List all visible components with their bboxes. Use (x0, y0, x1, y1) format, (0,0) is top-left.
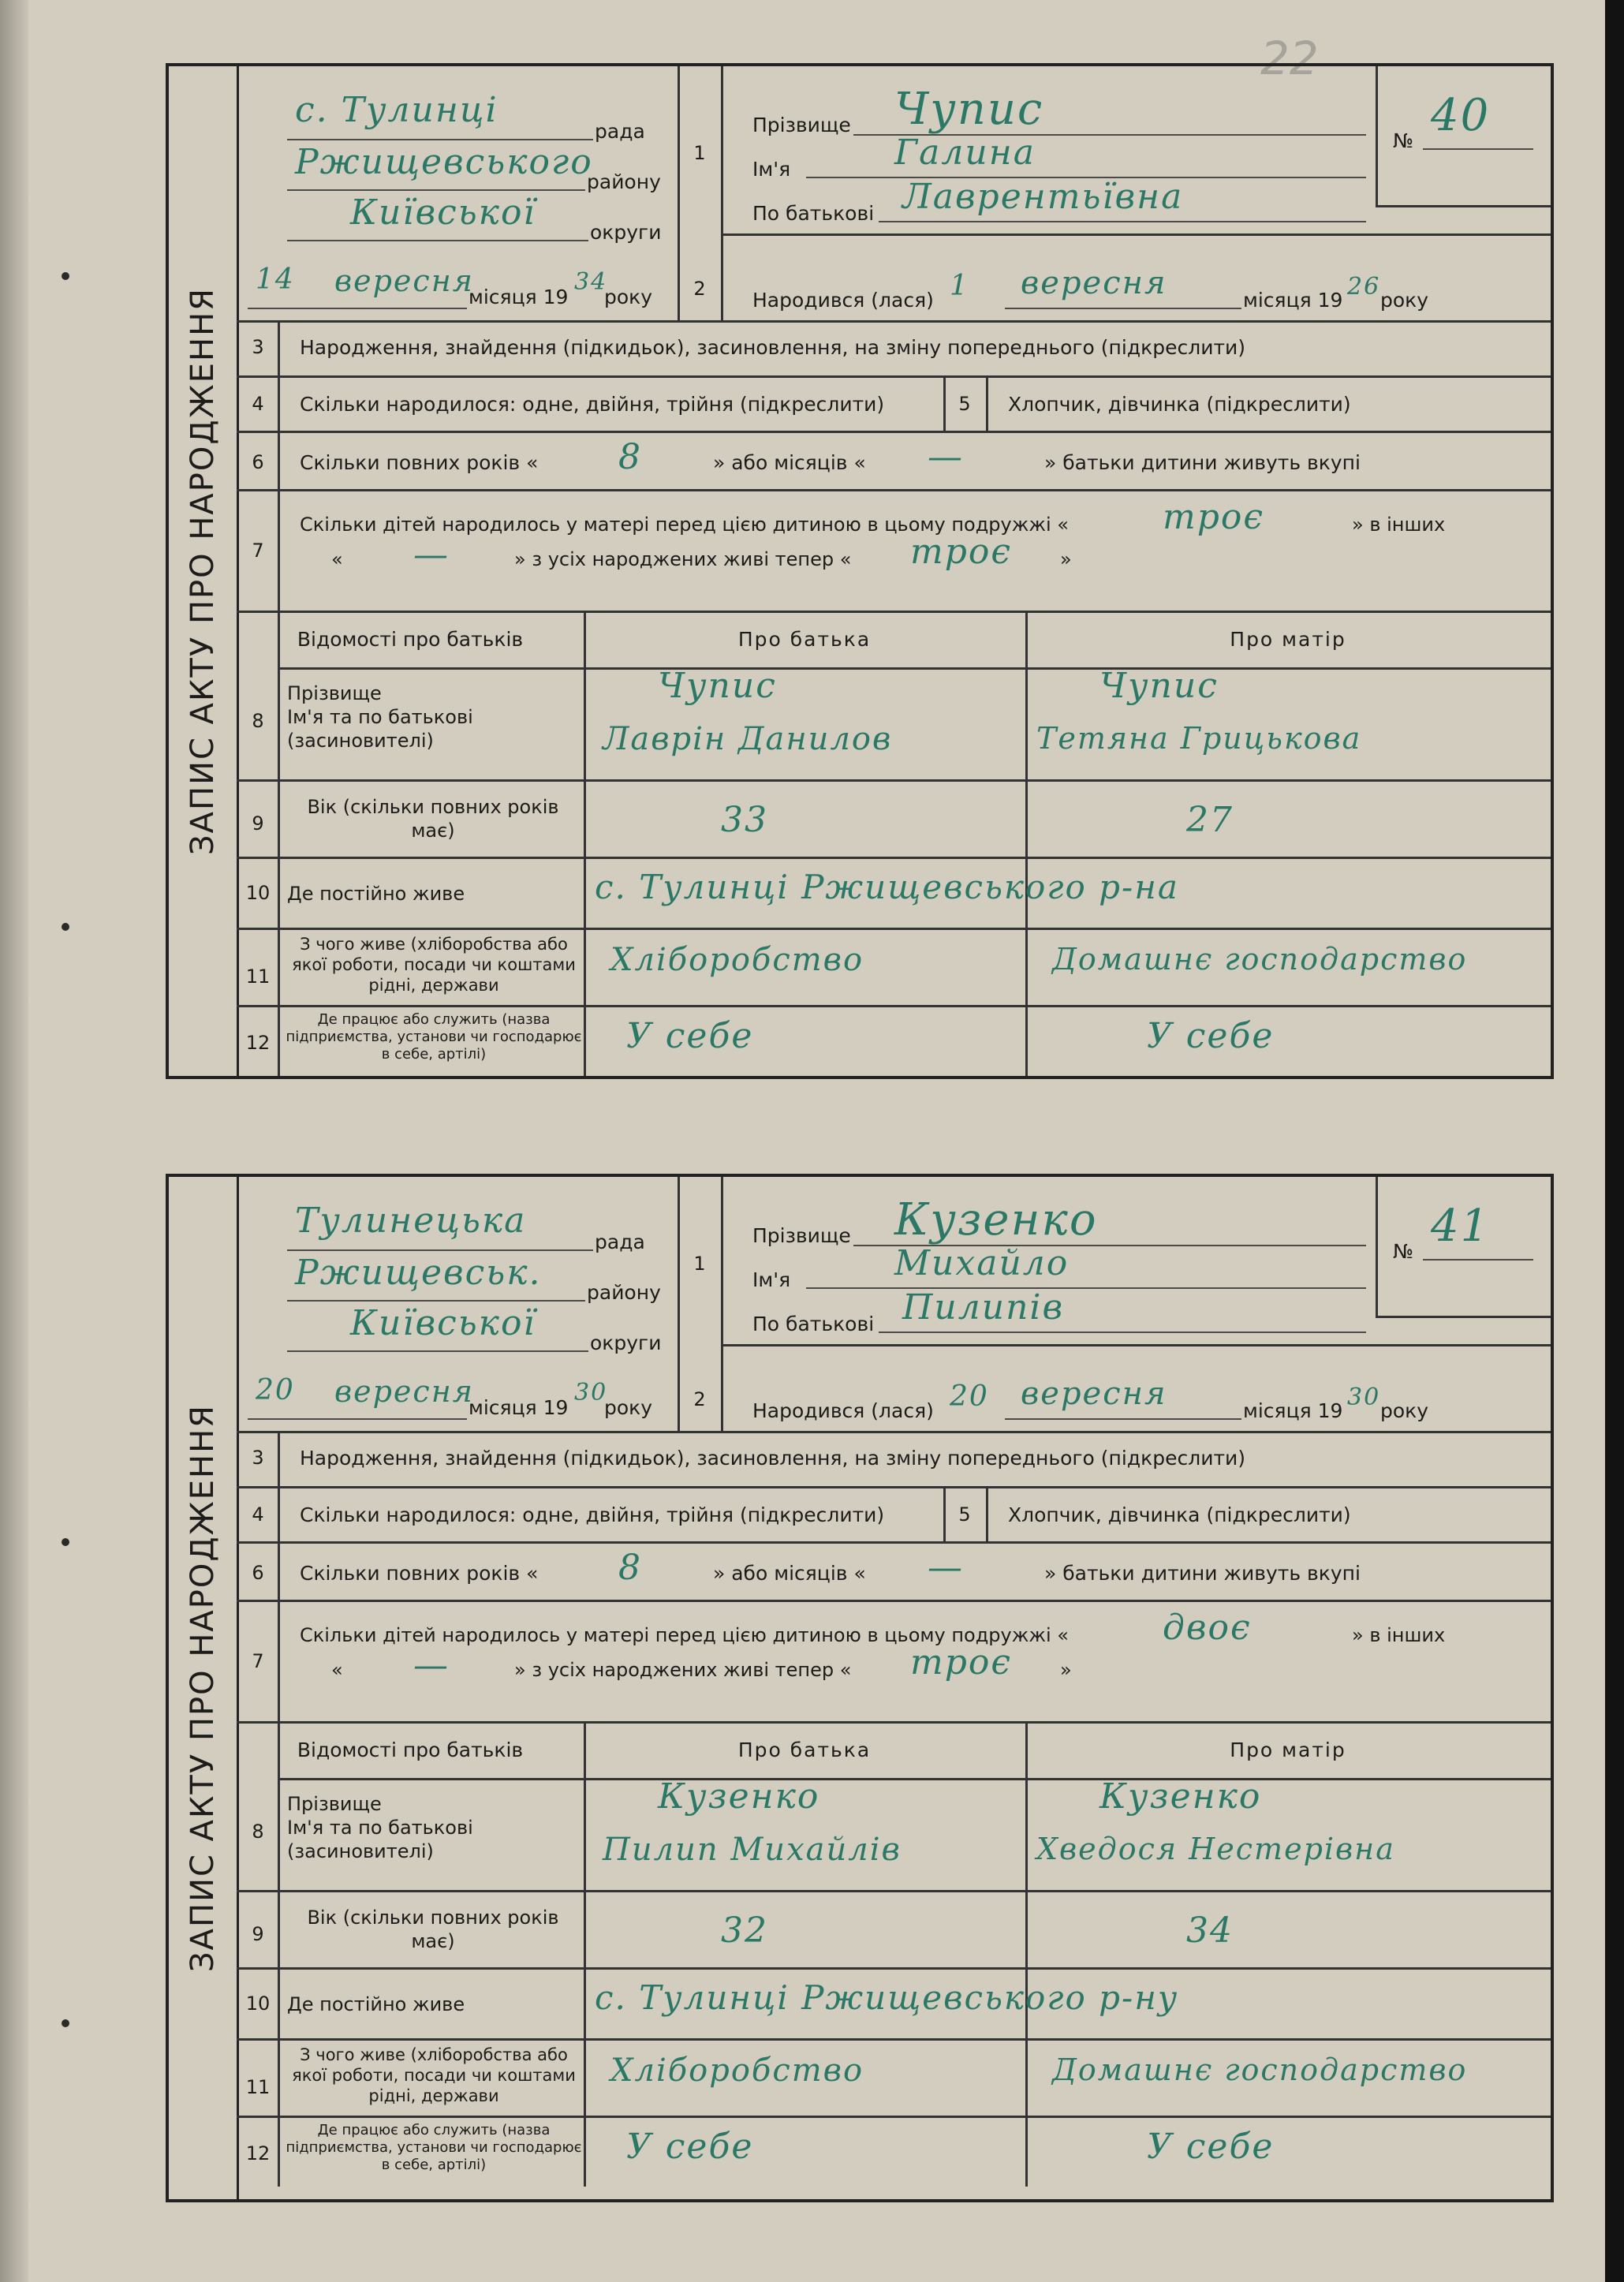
mother-surname: Кузенко (1099, 1776, 1262, 1817)
page-binding (0, 0, 28, 2282)
row6-mid: » або місяців « (713, 451, 866, 474)
registration-year: 34 (574, 268, 608, 296)
registration-month-label: місяця 19 (469, 1396, 569, 1419)
row7-in-marriage: двоє (1163, 1608, 1252, 1648)
surname-value: Кузенко (894, 1194, 1098, 1246)
residence-value: с. Тулинці Ржищевського р-на (595, 868, 1179, 906)
row7-alive: троє (910, 532, 1013, 572)
row7-other: — (413, 1645, 450, 1686)
born-label: Народився (лася) (752, 289, 934, 312)
row7-line1: Скільки дітей народилось у матері перед цією дитиною в цьому подружжі « (300, 1624, 1069, 1646)
registration-day: 20 (256, 1374, 295, 1406)
born-month: вересня (1021, 265, 1167, 301)
row6-prefix: Скільки повних років « (300, 1562, 539, 1585)
born-month-label: місяця 19 (1243, 1399, 1343, 1422)
row7-line2-start: « (331, 548, 343, 570)
row7-line1-end: » в інших (1352, 514, 1446, 536)
registration-month: вересня (334, 1374, 474, 1409)
page-number: 22 (1260, 32, 1319, 85)
name-label: Ім'я (752, 1268, 791, 1291)
mother-name: Тетяна Грицькова (1036, 721, 1362, 756)
district-label: району (587, 1281, 661, 1304)
registration-year-label: року (604, 1396, 653, 1419)
surname-label: Прізвище (752, 1224, 851, 1247)
father-name: Пилип Михайлів (603, 1832, 902, 1868)
binding-hole (62, 272, 69, 280)
patronymic-label: По батькові (752, 202, 875, 225)
mother-occupation: Домашнє господарство (1052, 2052, 1468, 2087)
row6-years: 8 (618, 437, 642, 477)
row6-suffix: » батьки дитини живуть вкупі (1044, 451, 1361, 474)
born-label: Народився (лася) (752, 1399, 934, 1422)
mother-age: 27 (1186, 800, 1234, 840)
born-year: 26 (1347, 273, 1381, 301)
row12-label: Де працює або служить (назва підприємства, установи чи господарює в себе, артілі) (286, 1011, 582, 1063)
born-year-label: року (1380, 1399, 1429, 1422)
birth-record-1: ЗАПИС АКТУ ПРО НАРОДЖЕННЯ рада с. Тулинці району Ржищевського округи Київської 14 вересня місяця 19 34 року 1 2 Прізвище Чупис Ім'я Галина По батькові Лаврентьївна № 40 Народився (лася) 1 вересня місяця 19 26 року 3 Народження, знайдення (підкидьок), засиновлення, на зміну попереднього (підкреслити) 4 Скільки народилося: одне, двійня, трійня (підкреслити) 5 Хлопчик, дівчинка (підкреслити) 6 Скільки повних років « 8 » або місяців « — » батьки дитини живуть вкупі 7 Скільки дітей народилось у матері перед цією дитиною в цьому подружжі « троє » в інших « — » з усіх народжених живі тепер « троє » Відомості про батьків Про батька Про матір 8 Прізвище Ім'я та по батькові (засиновителі) Чупис Лаврін Данилов Чупис Тетяна Грицькова 9 Вік (скільки повних років має) 33 27 10 Де постійно живе с. Тулинці Ржищевського р-на 11 З чого живе (хліборобства або якої роботи, посади чи коштами рідні, держави Хліборобство Домашнє господарство 12 Де працює або служить (назва підприємства, установи чи господарює в себе, артілі) У себе У себе (166, 63, 1554, 1079)
record-number-value: 41 (1431, 1201, 1491, 1252)
patronymic-value: Лаврентьївна (902, 177, 1184, 217)
born-day: 1 (950, 270, 969, 302)
okrug-value: Київської (350, 1303, 536, 1343)
row5-text: Хлопчик, дівчинка (підкреслити) (1008, 1503, 1351, 1526)
okrug-label: округи (590, 221, 662, 244)
mother-surname: Чупис (1099, 666, 1219, 706)
surname-label: Прізвище (752, 114, 851, 136)
mother-occupation: Домашнє господарство (1052, 942, 1468, 977)
born-month: вересня (1021, 1376, 1167, 1412)
patronymic-value: Пилипів (902, 1287, 1065, 1328)
birth-record-2: ЗАПИС АКТУ ПРО НАРОДЖЕННЯ рада Тулинецька району Ржищевськ. округи Київської 20 вересня місяця 19 30 року 1 2 Прізвище Кузенко Ім'я Михайло По батькові Пилипів № 41 Народився (лася) 20 вересня місяця 19 30 року 3 Народження, знайдення (підкидьок), засиновлення, на зміну попереднього (підкреслити) 4 Скільки народилося: одне, двійня, трійня (підкреслити) 5 Хлопчик, дівчинка (підкреслити) 6 Скільки повних років « 8 » або місяців « — » батьки дитини живуть вкупі 7 Скільки дітей народилось у матері перед цією дитиною в цьому подружжі « двоє » в інших « — » з усіх народжених живі тепер « троє » Відомості про батьків Про батька Про матір 8 Прізвище Ім'я та по батькові (засиновителі) Кузенко Пилип Михайлів Кузенко Хведося Нестерівна 9 Вік (скільки повних років має) 32 34 10 Де постійно живе с. Тулинці Ржищевського р-ну 11 З чого живе (хліборобства або якої роботи, посади чи коштами рідні, держави Хліборобство Домашнє господарство 12 Де працює або служить (назва підприємства, установи чи господарює в себе, артілі) У себе У себе (166, 1174, 1554, 2202)
name-label: Ім'я (752, 158, 791, 181)
row11-label: З чого живе (хліборобства або якої роботи, посади чи коштами рідні, держави (292, 2045, 576, 2105)
row5-text: Хлопчик, дівчинка (підкреслити) (1008, 393, 1351, 416)
father-header: Про батька (737, 1739, 872, 1761)
born-month-label: місяця 19 (1243, 289, 1343, 312)
father-age: 33 (721, 800, 768, 840)
district-value: Ржищевськ. (295, 1253, 542, 1293)
side-title-text: ЗАПИС АКТУ ПРО НАРОДЖЕННЯ (185, 1404, 221, 1972)
father-name: Лаврін Данилов (603, 721, 893, 757)
mother-workplace: У себе (1147, 1016, 1275, 1056)
row7-other: — (413, 535, 450, 575)
council-label: рада (595, 1231, 645, 1253)
row6-months: — (928, 437, 964, 477)
row11-label: З чого живе (хліборобства або якої роботи, посади чи коштами рідні, держави (292, 935, 576, 995)
row9-label: Вік (скільки повних років має) (307, 1907, 559, 1952)
row6-mid: » або місяців « (713, 1562, 866, 1585)
row3-text: Народження, знайдення (підкидьок), засиновлення, на зміну попереднього (підкреслити) (300, 1447, 1246, 1470)
record-number-label: № (1393, 1240, 1414, 1263)
council-value: с. Тулинці (295, 90, 498, 130)
row12-label: Де працює або служить (назва підприємства, установи чи господарює в себе, артілі) (286, 2122, 582, 2173)
row6-prefix: Скільки повних років « (300, 451, 539, 474)
row6-suffix: » батьки дитини живуть вкупі (1044, 1562, 1361, 1585)
row3-text: Народження, знайдення (підкидьок), засиновлення, на зміну попереднього (підкреслити) (300, 336, 1246, 359)
father-occupation: Хліборобство (610, 942, 864, 978)
side-title-text: ЗАПИС АКТУ ПРО НАРОДЖЕННЯ (185, 287, 221, 855)
row7-line2-mid: » з усіх народжених живі тепер « (514, 548, 852, 570)
registration-year: 30 (574, 1379, 608, 1406)
row7-in-marriage: троє (1163, 497, 1265, 537)
row9-label: Вік (скільки повних років має) (307, 796, 559, 842)
born-year: 30 (1347, 1384, 1381, 1411)
father-occupation: Хліборобство (610, 2052, 864, 2089)
parents-header-label: Відомості про батьків (297, 1739, 524, 1761)
row4-text: Скільки народилося: одне, двійня, трійня (підкреслити) (300, 1503, 885, 1526)
council-label: рада (595, 120, 645, 143)
district-label: району (587, 170, 661, 193)
registration-month: вересня (334, 263, 474, 298)
mother-header: Про матір (1230, 1739, 1346, 1761)
mother-name: Хведося Нестерівна (1036, 1832, 1395, 1866)
row7-line1-end: » в інших (1352, 1624, 1446, 1646)
patronymic-label: По батькові (752, 1313, 875, 1335)
father-surname: Чупис (658, 666, 777, 706)
row7-line2-mid: » з усіх народжених живі тепер « (514, 1659, 852, 1681)
row8-label: Прізвище Ім'я та по батькові (засиновителі) (287, 682, 473, 752)
record-number-label: № (1393, 129, 1414, 152)
row4-text: Скільки народилося: одне, двійня, трійня (підкреслити) (300, 393, 885, 416)
parents-header-label: Відомості про батьків (297, 628, 524, 651)
father-surname: Кузенко (658, 1776, 820, 1817)
row7-line1: Скільки дітей народилось у матері перед цією дитиною в цьому подружжі « (300, 514, 1069, 536)
row10-label: Де постійно живе (287, 1993, 465, 2015)
mother-workplace: У себе (1147, 2127, 1275, 2167)
name-value: Михайло (894, 1243, 1070, 1283)
binding-hole (62, 923, 69, 931)
binding-hole (62, 2019, 69, 2027)
father-workplace: У себе (626, 2127, 754, 2167)
row6-years: 8 (618, 1548, 642, 1588)
record-side-title (169, 66, 239, 1076)
okrug-value: Київської (350, 192, 536, 233)
surname-value: Чупис (894, 84, 1044, 135)
record-side-title (169, 1177, 239, 2199)
father-header: Про батька (737, 628, 872, 651)
father-age: 32 (721, 1910, 768, 1951)
row10-label: Де постійно живе (287, 883, 465, 905)
name-value: Галина (894, 133, 1036, 173)
record-number-value: 40 (1431, 90, 1491, 141)
residence-value: с. Тулинці Ржищевського р-ну (595, 1978, 1179, 2017)
born-year-label: року (1380, 289, 1429, 312)
row7-alive: троє (910, 1642, 1013, 1683)
registration-month-label: місяця 19 (469, 286, 569, 308)
born-day: 20 (950, 1380, 989, 1413)
mother-age: 34 (1186, 1910, 1234, 1951)
row6-months: — (928, 1548, 964, 1588)
registration-day: 14 (256, 263, 295, 296)
row7-line2-end: » (1060, 548, 1072, 570)
row7-line2-start: « (331, 1659, 343, 1681)
binding-hole (62, 1538, 69, 1546)
row7-line2-end: » (1060, 1659, 1072, 1681)
registration-year-label: року (604, 286, 653, 308)
mother-header: Про матір (1230, 628, 1346, 651)
father-workplace: У себе (626, 1016, 754, 1056)
okrug-label: округи (590, 1331, 662, 1354)
council-value: Тулинецька (295, 1201, 527, 1241)
row8-label: Прізвище Ім'я та по батькові (засиновителі) (287, 1793, 473, 1862)
district-value: Ржищевського (295, 142, 593, 182)
